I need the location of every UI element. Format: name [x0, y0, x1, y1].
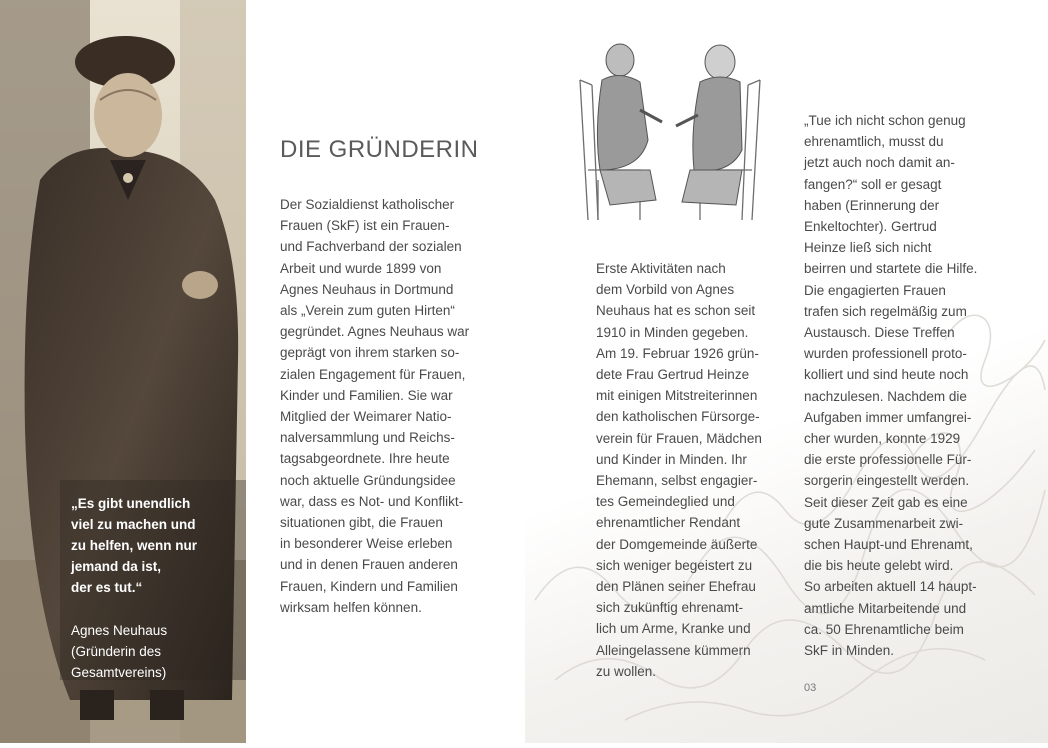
agnes-neuhaus-photo	[0, 0, 246, 743]
text-column-2: Erste Aktivitäten nach dem Vorbild von Agnes Neuhaus hat es schon seit 1910 in Minden gegeben. Am 19. Februar 1926 grün- dete Frau Gertrud Heinze mit einigen Mitstreiterinnen den katholischen Fürsorge- verein für Frauen, Mädchen und Kinder in Minden. Ihr Ehemann, selbst engagier- tes Gemeindeglied und ehrenamtlicher Rendant der Domgemeinde äußerte sich weniger begeistert zu den Plänen seiner Ehefrau sich zukünftig ehrenamt- lich um Arme, Kranke und Alleingelassene kümmern zu wollen.	[596, 261, 762, 679]
text-column-1: Der Sozialdienst katholischer Frauen (SkF) ist ein Frauen- und Fachverband der sozialen Arbeit und wurde 1899 von Agnes Neuhaus in Dortmund als „Verein zum guten Hirten“ gegründet. Agnes Neuhaus war geprägt von ihrem starken so- zialen Engagement für Frauen, Kinder und Familien. Sie war Mitglied der Weimarer Natio- nalversammlung und Reichs- tagsabgeordnete. Ihre heute noch aktuelle Gründungsidee war, dass es Not- und Konflikt- situationen gibt, die Frauen in besonderer Weise erleben und in denen Frauen anderen Frauen, Kindern und Familien wirksam helfen können.	[280, 197, 470, 615]
founder-quote: „Es gibt unendlich viel zu machen und zu helfen, wenn nur jemand da ist, der es tut.“	[71, 496, 198, 595]
two-women-illustration	[570, 30, 770, 240]
photo-caption: Agnes Neuhaus (Gründerin des Gesamtvereins)	[71, 623, 168, 680]
page-title: DIE GRÜNDERIN	[280, 136, 479, 164]
text-column-3: „Tue ich nicht schon genug ehrenamtlich, musst du jetzt auch noch damit an- fangen?“ soll er gesagt haben (Erinnerung der Enkeltochter). Gertrud Heinze ließ sich nicht beirren und startete die Hilfe. Die engagierten Frauen trafen sich regelmäßig zum Austausch. Diese Treffen wurden professionell proto- kolliert und sind heute noch nachzulesen. Nachdem die Aufgaben immer umfangrei- cher wurden, konnte 1929 die erste professionelle Für- sorgerin eingestellt werden. Seit dieser Zeit gab es eine gute Zusammenarbeit zwi- schen Haupt-und Ehrenamt, die bis heute gelebt wird. So arbeiten aktuell 14 haupt- amtliche Mitarbeitende und ca. 50 Ehrenamtliche beim SkF in Minden.	[804, 113, 978, 659]
page-number: 03	[804, 682, 817, 694]
